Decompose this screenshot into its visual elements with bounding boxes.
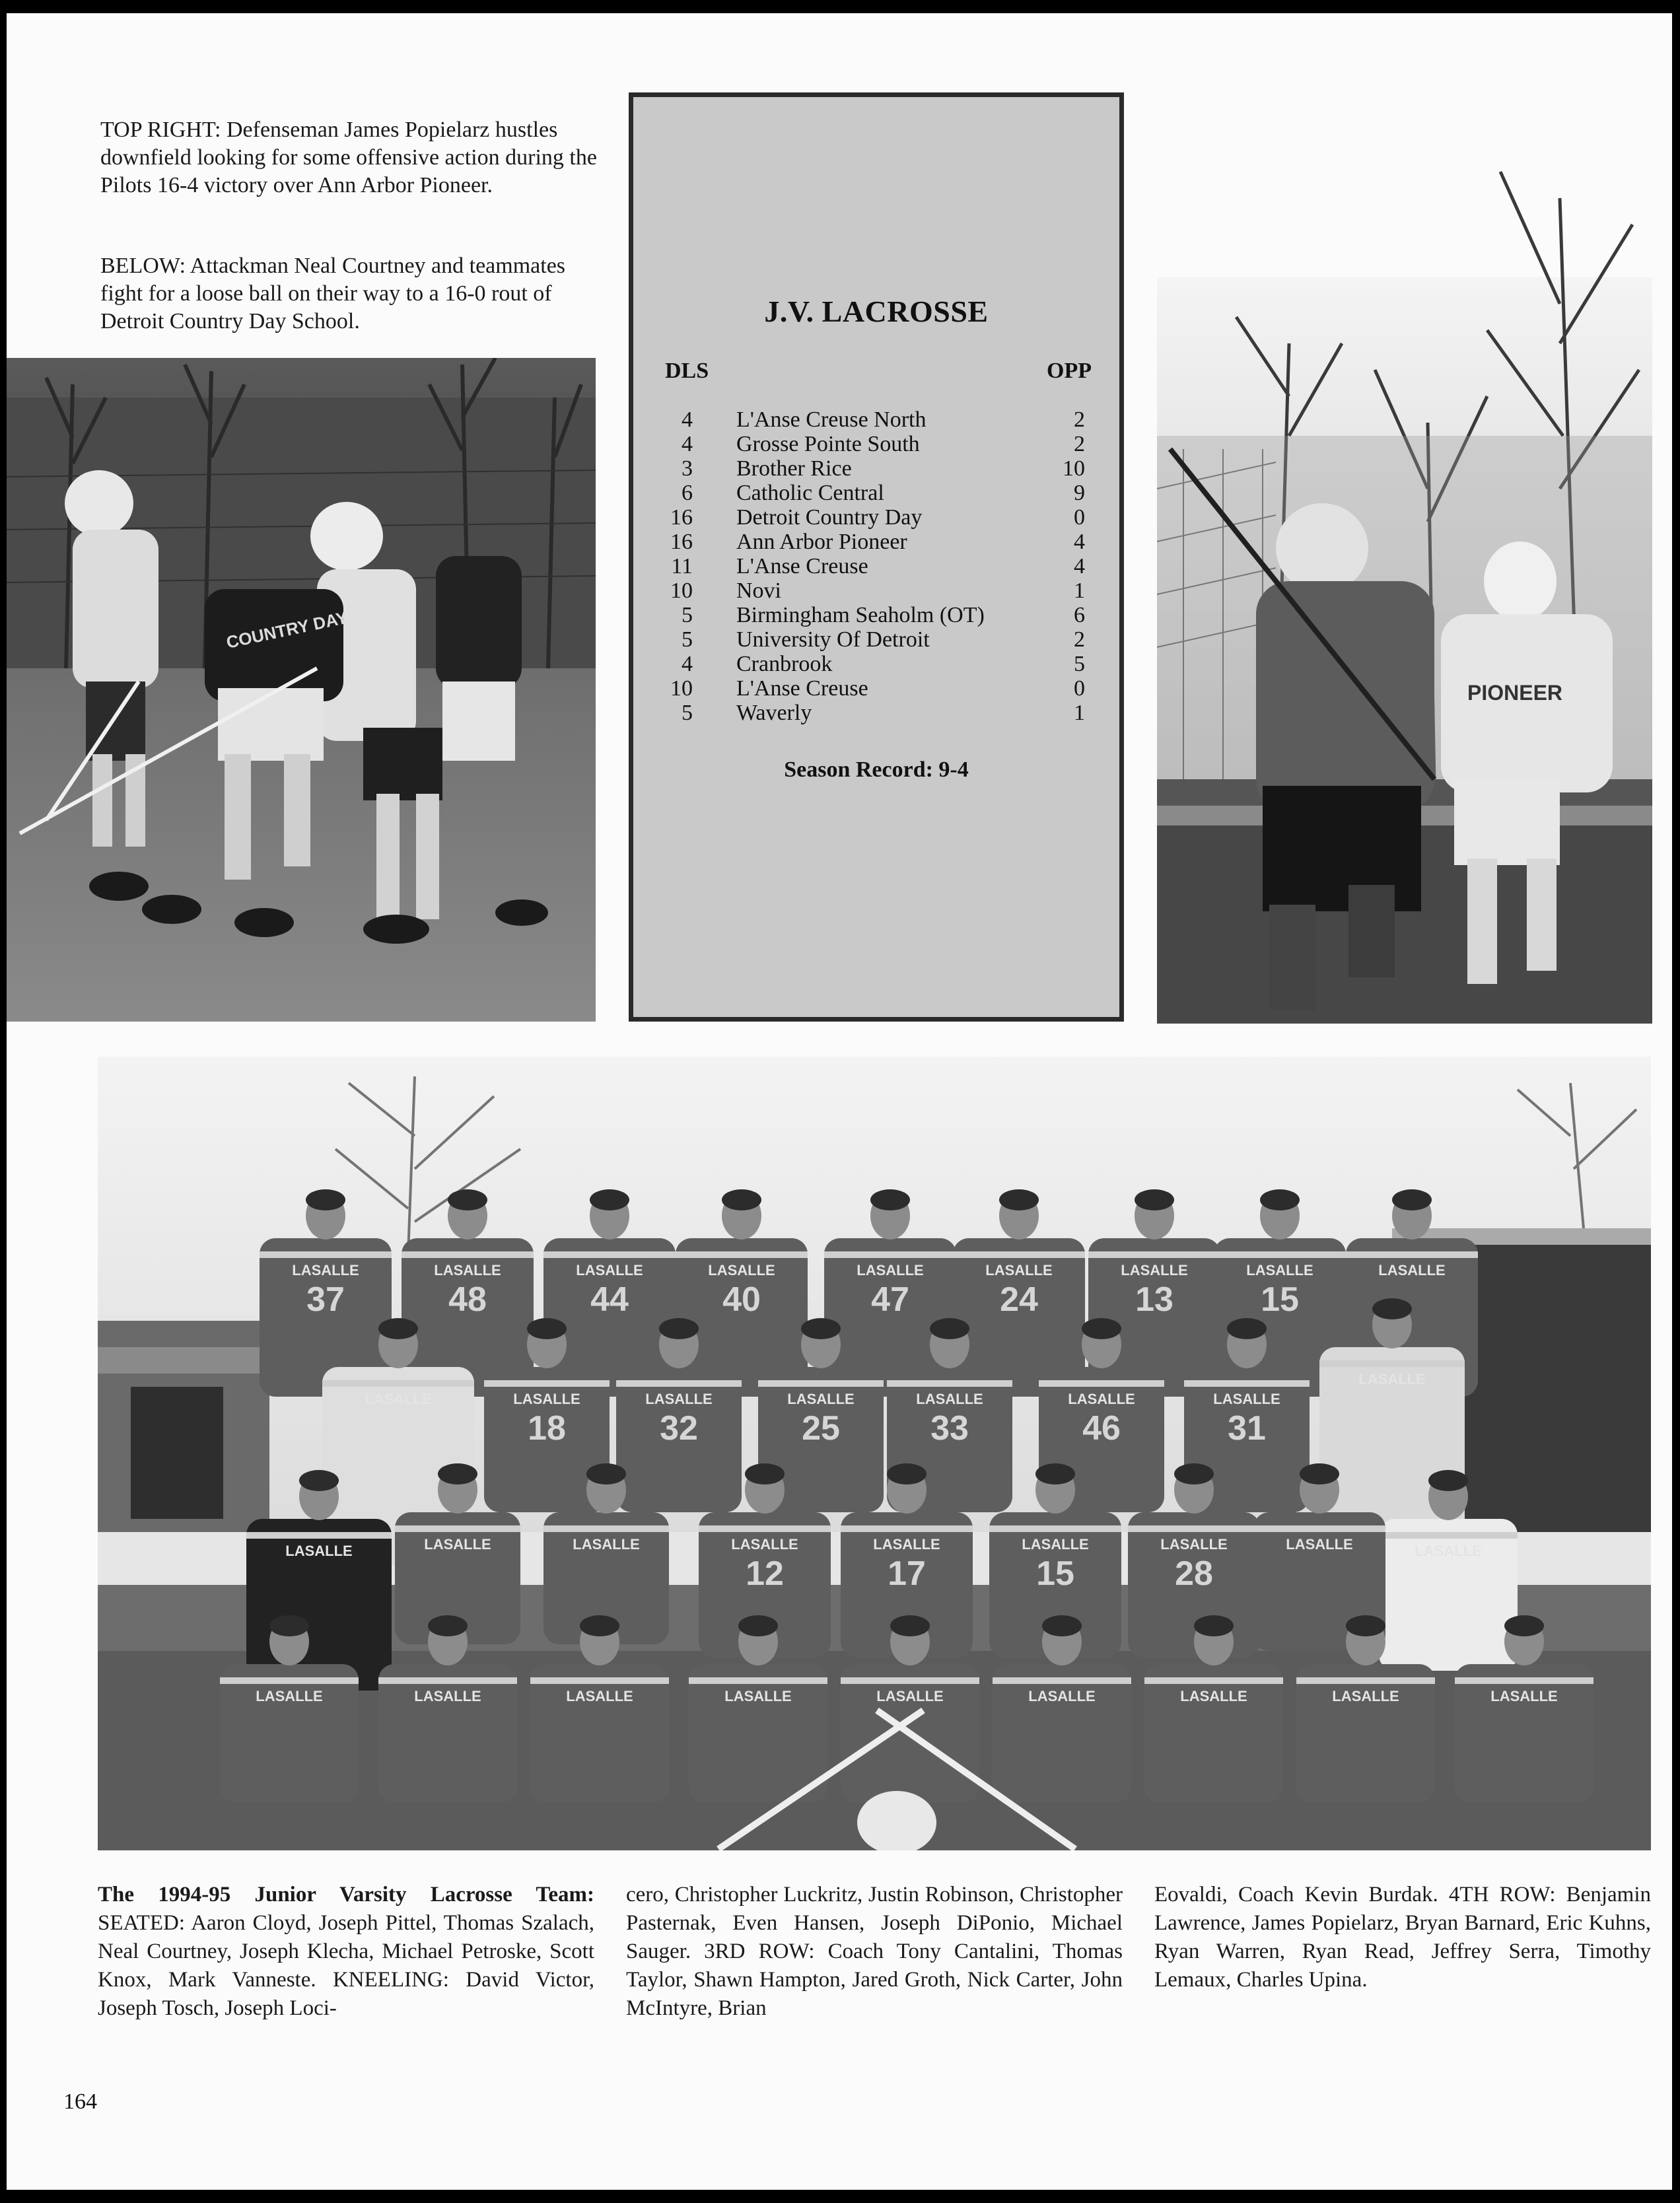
game-opponent: Birmingham Seaholm (OT)	[736, 603, 985, 627]
photo-team-portrait	[98, 1057, 1651, 1850]
photo-loose-ball-image	[7, 358, 596, 1022]
scan-border	[1672, 13, 1680, 2190]
game-results-list	[633, 407, 1119, 725]
jersey-lasalle-text: LASALLE	[1180, 1688, 1247, 1704]
game-row	[633, 432, 1119, 456]
page-number: 164	[63, 2089, 97, 2114]
game-opp-score: 1	[1074, 701, 1085, 725]
jersey-number: 24	[1000, 1280, 1038, 1319]
jersey-number: 37	[306, 1280, 345, 1319]
jersey-number: 13	[1135, 1280, 1173, 1319]
jersey-number: 18	[528, 1409, 566, 1448]
game-dls-score: 10	[670, 676, 693, 701]
jersey-lasalle-text: LASALLE	[1246, 1262, 1313, 1278]
game-opponent: Catholic Central	[736, 481, 884, 505]
jersey-lasalle-text: LASALLE	[645, 1391, 713, 1407]
game-opp-score: 4	[1074, 530, 1085, 554]
jersey-lasalle-text: LASALLE	[1022, 1536, 1089, 1553]
game-opp-score: 0	[1074, 676, 1085, 701]
jersey-number: 15	[1261, 1280, 1299, 1319]
game-row	[633, 530, 1119, 554]
jersey-lasalle-text: LASALLE	[576, 1262, 643, 1278]
game-opponent: Detroit Country Day	[736, 505, 923, 530]
game-row	[633, 481, 1119, 505]
jersey-lasalle-text: LASALLE	[1160, 1536, 1228, 1553]
jersey-number: 32	[660, 1409, 698, 1448]
jersey-lasalle-text: LASALLE	[424, 1536, 491, 1553]
team-caption-column-2: cero, Christopher Luckritz, Justin Robinson, Christopher Pasternak, Even Hansen, Joseph DiPonio, Michael Sauger. 3RD ROW: Coach Tony Cantalini, Thomas Taylor, Shawn Hampton, Jared Groth, Nick Carter, John McIntyre, Brian	[626, 1883, 1123, 2020]
jersey-lasalle-text: LASALLE	[708, 1262, 775, 1278]
game-opp-score: 2	[1074, 627, 1085, 652]
jersey-lasalle-text: LASALLE	[513, 1391, 580, 1407]
jersey-number: 40	[722, 1280, 761, 1319]
jersey-lasalle-text: LASALLE	[1378, 1262, 1446, 1278]
jersey-lasalle-text: LASALLE	[1028, 1688, 1096, 1704]
jersey-lasalle-text: LASALLE	[857, 1262, 924, 1278]
game-dls-score: 4	[682, 432, 693, 456]
team-caption-heading: The 1994-95 Junior Varsity Lacrosse Team:	[98, 1883, 594, 1906]
photo-defenseman-hustle	[1157, 92, 1652, 1024]
column-header-opp: OPP	[1047, 359, 1092, 383]
photo-team-portrait-image	[98, 1057, 1651, 1850]
jersey-number: 46	[1082, 1409, 1121, 1448]
jersey-lasalle-text: LASALLE	[292, 1262, 359, 1278]
jersey-number: 17	[888, 1555, 926, 1593]
game-opp-score: 4	[1074, 554, 1085, 578]
jersey-number: 31	[1228, 1409, 1266, 1448]
game-opponent: Waverly	[736, 701, 812, 725]
jersey-lasalle-text: LASALLE	[985, 1262, 1053, 1278]
jersey-lasalle-text: LASALLE	[573, 1536, 640, 1553]
game-dls-score: 4	[682, 652, 693, 676]
jersey-number: 15	[1036, 1555, 1074, 1593]
jersey-number: 12	[746, 1555, 784, 1593]
team-caption-column-3: Eovaldi, Coach Kevin Burdak. 4TH ROW: Benjamin Lawrence, James Popielarz, Bryan Barnard, Eric Kuhns, Ryan Warren, Ryan Read, Jeffrey Serra, Timothy Lemaux, Charles Upina.	[1154, 1883, 1651, 1992]
jersey-lasalle-text: LASALLE	[1490, 1688, 1558, 1704]
game-opponent: Grosse Pointe South	[736, 432, 920, 456]
caption-top-right-text: TOP RIGHT: Defenseman James Popielarz hustles downfield looking for some offensive action during the Pilots 16-4 victory over Ann Arbor Pioneer.	[100, 118, 597, 197]
game-opp-score: 10	[1063, 456, 1085, 481]
game-row	[633, 676, 1119, 701]
jersey-text-pioneer: PIONEER	[1467, 681, 1563, 705]
game-opp-score: 6	[1074, 603, 1085, 627]
photo-loose-ball	[7, 358, 596, 1022]
game-dls-score: 16	[670, 530, 693, 554]
game-dls-score: 11	[671, 554, 693, 578]
jersey-lasalle-text: LASALLE	[731, 1536, 798, 1553]
game-dls-score: 4	[682, 407, 693, 432]
game-opponent: Brother Rice	[736, 456, 852, 481]
jersey-lasalle-text: LASALLE	[873, 1536, 940, 1553]
game-dls-score: 6	[682, 481, 693, 505]
game-row	[633, 554, 1119, 578]
game-dls-score: 5	[682, 701, 693, 725]
jersey-lasalle-text: LASALLE	[787, 1391, 855, 1407]
game-row	[633, 627, 1119, 652]
schedule-title: J.V. LACROSSE	[764, 295, 989, 328]
jersey-number: 48	[448, 1280, 487, 1319]
game-row	[633, 652, 1119, 676]
jersey-number: 28	[1175, 1555, 1213, 1593]
photo-defenseman-hustle-image	[1157, 92, 1652, 1024]
game-row	[633, 603, 1119, 627]
game-row	[633, 701, 1119, 725]
jersey-lasalle-text: LASALLE	[434, 1262, 501, 1278]
game-row	[633, 578, 1119, 603]
caption-top-right	[100, 116, 597, 199]
game-opp-score: 2	[1074, 407, 1085, 432]
game-opp-score: 1	[1074, 578, 1085, 603]
game-dls-score: 10	[670, 578, 693, 603]
game-opp-score: 9	[1074, 481, 1085, 505]
jersey-lasalle-text: LASALLE	[876, 1688, 944, 1704]
game-opponent: L'Anse Creuse North	[736, 407, 927, 432]
caption-below	[100, 252, 597, 335]
jersey-lasalle-text: LASALLE	[1415, 1543, 1482, 1559]
game-row	[633, 456, 1119, 481]
game-opponent: Cranbrook	[736, 652, 833, 676]
game-row	[633, 407, 1119, 432]
game-opp-score: 2	[1074, 432, 1085, 456]
game-opponent: L'Anse Creuse	[736, 554, 868, 578]
jersey-number: 47	[871, 1280, 909, 1319]
jersey-lasalle-text: LASALLE	[365, 1391, 432, 1407]
game-opp-score: 5	[1074, 652, 1085, 676]
game-dls-score: 3	[682, 456, 693, 481]
game-opponent: Novi	[736, 578, 781, 603]
jersey-lasalle-text: LASALLE	[1358, 1371, 1426, 1387]
game-dls-score: 5	[682, 603, 693, 627]
schedule-box	[629, 92, 1124, 1022]
game-opponent: L'Anse Creuse	[736, 676, 868, 701]
game-opponent: University Of Detroit	[736, 627, 930, 652]
game-dls-score: 16	[670, 505, 693, 530]
column-header-dls: DLS	[665, 359, 709, 383]
game-opp-score: 0	[1074, 505, 1085, 530]
caption-below-text: BELOW: Attackman Neal Courtney and teammates fight for a loose ball on their way to a 16-0 rout of Detroit Country Day School.	[100, 254, 566, 333]
game-opponent: Ann Arbor Pioneer	[736, 530, 907, 554]
game-dls-score: 5	[682, 627, 693, 652]
team-caption-column-1	[98, 1881, 594, 2023]
jersey-lasalle-text: LASALLE	[1068, 1391, 1135, 1407]
jersey-lasalle-text: LASALLE	[916, 1391, 983, 1407]
team-caption-seated-text: SEATED: Aaron Cloyd, Joseph Pittel, Thomas Szalach, Neal Courtney, Joseph Klecha, Michael Petroske, Scott Knox, Mark Vanneste. KNEELING: David Victor, Joseph Tosch, Joseph Loci-	[98, 1911, 594, 2020]
jersey-lasalle-text: LASALLE	[566, 1688, 633, 1704]
jersey-lasalle-text: LASALLE	[1286, 1536, 1353, 1553]
jersey-number: 33	[930, 1409, 969, 1448]
jersey-number: 44	[590, 1280, 629, 1319]
jersey-number: 25	[802, 1409, 840, 1448]
game-row	[633, 505, 1119, 530]
jersey-lasalle-text: LASALLE	[285, 1543, 353, 1559]
jersey-lasalle-text: LASALLE	[414, 1688, 481, 1704]
season-record: Season Record: 9-4	[784, 757, 969, 782]
jersey-text-country-day: COUNTRY DAY	[225, 607, 350, 652]
jersey-lasalle-text: LASALLE	[1213, 1391, 1280, 1407]
jersey-lasalle-text: LASALLE	[1121, 1262, 1188, 1278]
jersey-lasalle-text: LASALLE	[1332, 1688, 1399, 1704]
jersey-lasalle-text: LASALLE	[724, 1688, 792, 1704]
jersey-lasalle-text: LASALLE	[256, 1688, 323, 1704]
